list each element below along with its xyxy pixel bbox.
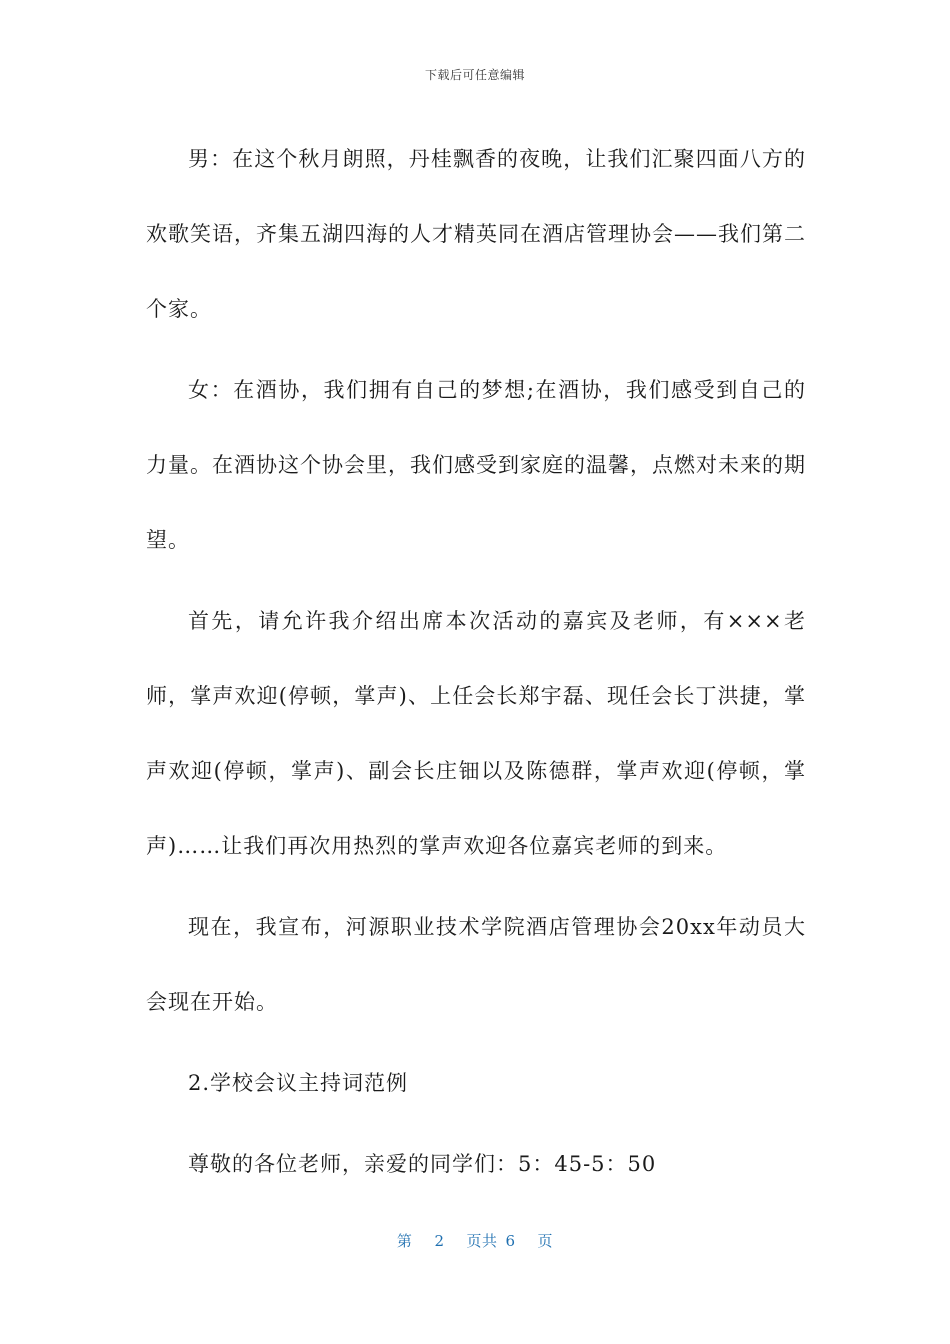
document-body (146, 122, 806, 1208)
footer-total-pages: 6 (505, 1232, 516, 1250)
section-heading: 2.学校会议主持词范例 (188, 1071, 409, 1095)
footer-prefix: 第 (396, 1232, 413, 1250)
footer-current-page: 2 (434, 1232, 445, 1250)
footer-suffix: 页 (537, 1232, 554, 1250)
paragraph-guest-intro: 首先，请允许我介绍出席本次活动的嘉宾及老师，有×××老师，掌声欢迎(停顿，掌声)、上任会长郑宇磊、现任会长丁洪捷，掌声欢迎(停顿，掌声)、副会长庄钿以及陈德群，掌声欢迎(停顿，掌声)……让我们再次用热烈的掌声欢迎各位嘉宾老师的到来。 (146, 609, 806, 858)
paragraph-female-host: 女：在酒协，我们拥有自己的梦想;在酒协，我们感受到自己的力量。在酒协这个协会里，我们感受到家庭的温馨，点燃对未来的期望。 (146, 378, 806, 552)
page-footer (0, 1230, 950, 1251)
page-header: 下载后可任意编辑 (424, 68, 525, 82)
paragraph-greeting: 尊敬的各位老师，亲爱的同学们：5：45-5：50 (188, 1152, 657, 1176)
paragraph-announcement: 现在，我宣布，河源职业技术学院酒店管理协会20xx年动员大会现在开始。 (146, 915, 806, 1014)
footer-middle: 页共 (466, 1232, 498, 1250)
paragraph-male-host: 男：在这个秋月朗照，丹桂飘香的夜晚，让我们汇聚四面八方的欢歌笑语，齐集五湖四海的人才精英同在酒店管理协会——我们第二个家。 (146, 147, 806, 321)
